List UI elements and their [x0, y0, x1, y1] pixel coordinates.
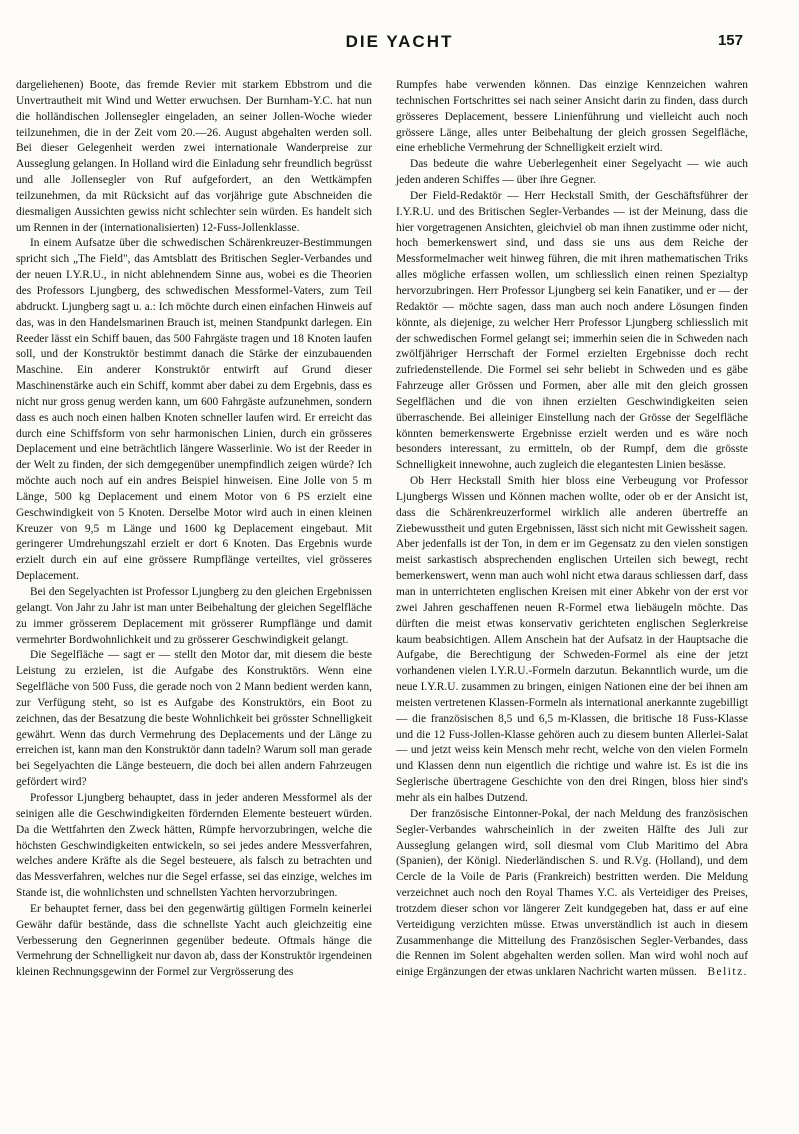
left-column: [16, 78, 372, 981]
paragraph: Die Segelfläche — sagt er — stellt den Motor dar, mit diesem die beste Leistung zu erzielen, ist die Aufgabe des Konstruktörs. Wenn eine Segelfläche von 500 Fuss, die gerade noch von 2 Mann bedient werden kann, zur Verfügung steht, so ist es Aufgabe des Konstruktörs, ein Boot zu zeichnen, das der Besatzung die beste Wohnlichkeit bei grösster Schnelligkeit gewährt. Wenn das durch Vermehrung des Deplacements und der Länge zu erreichen ist, kann man den Konstruktör dann tadeln? Warum soll man gerade bei Segelyachten die Länge besteuern, die doch bei allen andern Fahrzeugen gefördert wird?: [16, 649, 372, 789]
paragraph: Professor Ljungberg behauptet, dass in jeder anderen Messformel als der seinigen alle die Geschwindigkeiten fördernden Elemente besteuert würden. Da die Wettfahrten den Zweck hätten, Rümpfe hervorzubringen, welche die höchsten Geschwindigkeiten entwickeln, so sei jedes andere Messverfahren, welches andere Kräfte als die Segel besteuere, als falsch zu betrachten und das Messverfahren, welches nur die Segel erfasse, sei das einzige, welches im Stande ist, die wohnlichsten und schnellsten Yachten hervorzubringen.: [16, 791, 372, 900]
page-title: DIE YACHT: [345, 32, 454, 51]
page-header: [0, 32, 799, 56]
paragraph: In einem Aufsatze über die schwedischen Schärenkreuzer-Bestimmungen spricht sich „The Field", das Amtsblatt des Britischen Segler-Verbandes und der neuen I.Y.R.U., in nicht ablehnendem Sinne aus, wobei es die Theorien des Professors Ljungberg, des schwedischen Messformel-Vaters, zum Teil abdruckt. Ljungberg sagt u. a.: Ich möchte durch einen einfachen Hinweis auf das, was in den Handelsmarinen Brauch ist, meinen Standpunkt darlegen. Ein Reeder lässt ein Schiff bauen, das 500 Fahrgäste tragen und 18 Knoten laufen soll, und der Konstruktör bestimmt danach die Stärke der einzubauenden Maschine. Ein anderer Konstruktör entwirft auf Grund dieser Maschinenstärke auch ein Schiff, kommt aber dabei zu dem Ergebnis, dass es nicht nur gross genug werden kann, um 600 Fahrgäste aufzunehmen, sondern dass es auch noch einen halben Knoten schneller laufen wird. Er erreicht das durch eine Schiffsform von sehr harmonischen Linien, durch ein grösseres Deplacement und eine beträchtlich längere Wasserlinie. Wo ist der Reeder in der Welt zu finden, der sich demgegenüber unempfindlich zeigen würde? Ich möchte auch noch auf ein andres Beispiel hinweisen. Eine Jolle von 5 m Länge, 500 kg Deplacement und einem Motor von 6 PS erzielt eine Geschwindigkeit von 5 Knoten. Derselbe Motor wird auch in einen kleinen Kreuzer von 9,5 m Länge und 1600 kg Deplacement eingebaut. Mit geringerer Umdrehungszahl erzielt er dort 6 Knoten. Das Ergebnis wurde erzielt durch ein auf eine grössere Rumpflänge verteiltes, viel grösseres Deplacement.: [16, 237, 372, 583]
right-column: [396, 78, 748, 981]
paragraph: Er behauptet ferner, dass bei den gegenwärtig gültigen Formeln keinerlei Gewähr dafür bestände, dass die schnellste Yacht auch gleichzeitig eine Verbesserung den Gegnerinnen gegenüber bedeute. Oftmals hänge die Vermehrung der Schnelligkeit nur davon ab, dass der Konstruktör irgendeinen kleinen Rechnungsgewinn der Formel zur Vergrösserung des: [16, 902, 372, 979]
author-signature: Belitz.: [707, 966, 748, 979]
paragraph: Das bedeute die wahre Ueberlegenheit einer Segelyacht — wie auch jeden anderen Schiffes — über ihre Gegner.: [396, 158, 748, 187]
paragraph: Ob Herr Heckstall Smith hier bloss eine Verbeugung vor Professor Ljungbergs Wissen und Können machen wollte, oder ob er der Ansicht ist, dass die Schärenkreuzerformel wirklich alle anderen übertreffe an Ziebewusstheit und guten Ergebnissen, lässt sich nicht mit Gewissheit sagen. Aber jedenfalls ist der Ton, in dem er im Gegensatz zu den vielen sonstigen meist sarkastisch absprechenden englischen Urteilen sich bewegt, recht bemerkenswert, wenn man auch wohl nicht etwa daraus schliessen darf, dass man in unterrichteten englischen Kreisen mit einer Abkehr von der erst vor zwei Jahren geschaffenen neuen R-Formel etwa liebäugeln möchte. Das dürften die meist etwas konservativ gerichteten englischen Seglerkreise kaum beabsichtigen. Allem Anschein hat der Aufsatz in der Hauptsache die Aufgabe, die Berechtigung der Schweden-Formel als eine der jetzt vorhandenen vielen I.Y.R.U.-Formeln darzutun. Bekanntlich wurde, um die neue I.Y.R.U. zusammen zu bringen, einigen Nationen eine der bei ihnen am meisten vertretenen Klassen-Formeln als international anerkannte zugebilligt — die französischen 8,5 und 6,5 m-Klassen, die britische 18 Fuss-Klasse und die 12 Fuss-Jollen-Klasse gehören auch zu diesem bunten Allerlei-Salat — und jetzt weiss kein Mensch mehr recht, welche von den vielen Formeln und Klassen denn nun eigentlich die richtige und wahre ist. Es ist die ins Seglerische übertragene Geschichte von den drei Ringen, bloss hier sind's mehr als ein halbes Dutzend.: [396, 475, 748, 804]
page-number: 157: [717, 32, 743, 49]
paragraph: Der französische Eintonner-Pokal, der nach Meldung des französischen Segler-Verbandes wahrscheinlich in der zweiten Hälfte des Juli zur Ausseglung gelangen wird, soll diesmal vom Club Maritimo del Abra (Spanien), der Königl. Niederländischen S. und R.Vg. (Holland), und dem Cercle de la Voile de Paris (Frankreich) bestritten werden. Die Meldung verzeichnet auch noch den Royal Thames Y.C. als Verteidiger des Preises, trotzdem dieser schon vor längerer Zeit kundgegeben hat, dass er auf eine Verteidigung verzichten müsse. Etwas unverständlich ist auch in diesem Zusammenhange die Mitteilung des Französischen Segler-Verbandes, dass die Rennen im Solent abgehalten werden sollen. Man wird wohl noch auf einige Ergänzungen der etwas unklaren Nachricht warten müssen.: [396, 807, 748, 979]
paragraph: Rumpfes habe verwenden können. Das einzige Kennzeichen wahren technischen Fortschrittes sei nach seiner Ansicht darin zu finden, dass durch grösseres Deplacement, bessere Linienführung und vielleicht auch noch grössere Länge, alles unter Beibehaltung der gleich grossen Segelfläche, eine erhebliche Vermehrung der Schnelligkeit erzielt wird.: [396, 79, 748, 155]
paragraph: Bei den Segelyachten ist Professor Ljungberg zu den gleichen Ergebnissen gelangt. Von Jahr zu Jahr ist man unter Beibehaltung der gleichen Segelfläche zu immer grösserem Deplacement mit grösserer Rumpflänge und damit vermehrter Bordwohnlichkeit und zu grösserer Geschwindigkeit gelangt.: [16, 586, 372, 646]
paragraph: dargeliehenen) Boote, das fremde Revier mit starkem Ebbstrom und die Unvertrautheit mit Wind und Wetter erwuchsen. Der Burnham-Y.C. hat nun die holländischen Jollensegler eingeladen, an seiner Jollen-Woche wieder teilzunehmen, die in der Zeit vom 20.—26. August abgehalten werden soll. Bei dieser Gelegenheit werden zwei internationale Wanderpreise zur Ausseglung gelangen. In Holland wird die Einladung sehr freundlich begrüsst und alle Jollensegler von Ruf aufgefordert, an den Wettkämpfen teilzunehmen, da mit Rücksicht auf das vorjährige gute Abschneiden die diesmaligen Aussichten gewiss nicht schlechter sein würden. Es handelt sich um Rennen in der (internationalisierten) 12-Fuss-Jollenklasse.: [16, 79, 372, 234]
paragraph: Der Field-Redaktör — Herr Heckstall Smith, der Geschäftsführer der I.Y.R.U. und des Britischen Segler-Verbandes — ist der Meinung, dass die hier vorgetragenen Ansichten, gleichviel ob man ihnen zustimme oder nicht, hoch bemerkenswert sind, und dass sie uns aus dem Reiche der Messformelmacher weit hinweg führen, die mit ihren mathematischen Triks alles mögliche erfassen wollen, um schliesslich einen reinen Spezialtyp hervorzubringen. Herr Professor Ljungberg sei kein Fanatiker, und er — der Redaktör — möchte sagen, dass man auch noch andere Lösungen finden könnte, als diejenige, zu welcher Herr Professor Ljungberg schliesslich mit der schwedischen Formel gelangt sei; immerhin seien die in Schweden nach zwölfjähriger Herrschaft der Formel erzielten Ergebnisse doch recht zufriedenstellende. Die Formel sei sehr beliebt in Schweden und es gäbe Fahrzeuge aller Grössen und Formen, aber alle mit den gleich grossen Segelflächen und die von ihnen erzielten Geschwindigkeiten seien überraschende. Bei alleiniger Einstellung nach der Grösse der Segelfläche könnten bemerkenswerte Ergebnisse erzielt werden und es wäre noch besonders interessant, zu ermitteln, ob der Rumpf, dem die grösste Schnelligkeit innewohne, auch zugleich die elegantesten Linien besässe.: [396, 189, 748, 472]
